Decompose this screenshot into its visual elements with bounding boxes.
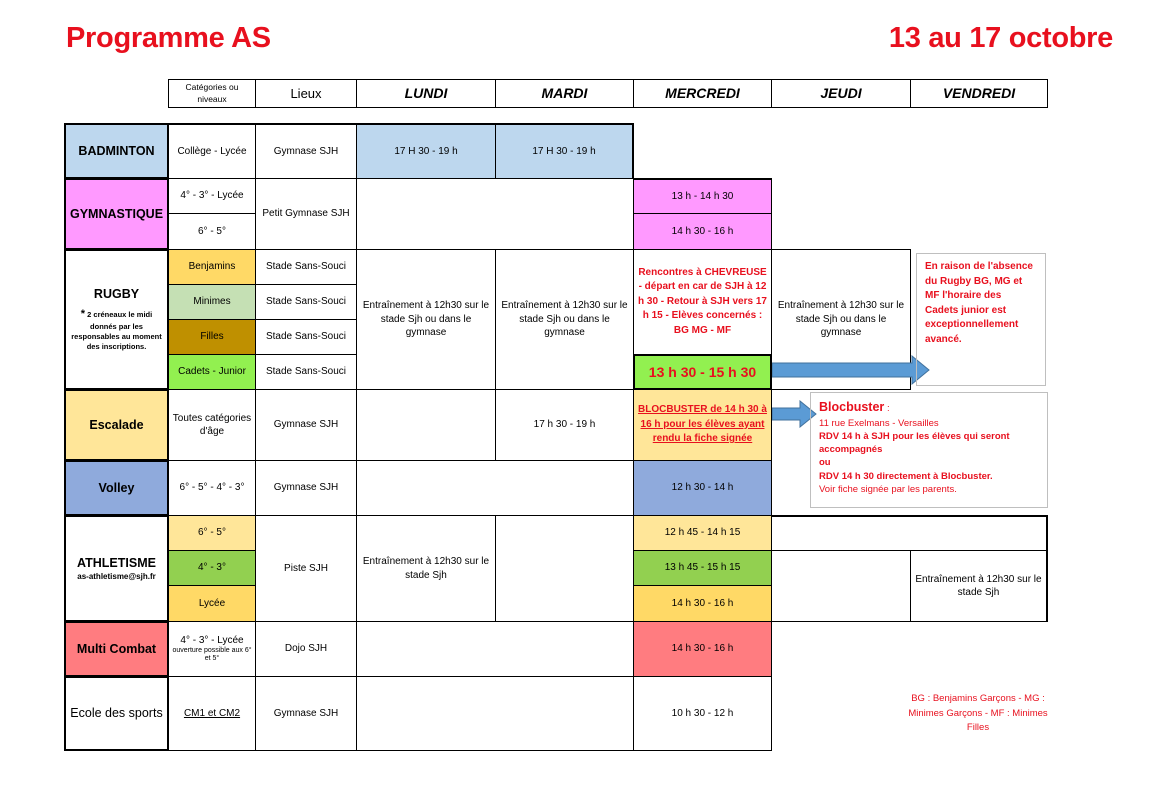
sport-name: ATHLETISME: [77, 555, 156, 570]
slot-mercredi: 13 h - 14 h 30: [633, 178, 772, 214]
slot-jeudi: Entraînement à 12h30 sur le stade Sjh ou dans le gymnase: [771, 249, 911, 390]
slot-mercredi: 14 h 30 - 16 h: [633, 585, 772, 622]
slot-lundi: 17 H 30 - 19 h: [356, 123, 496, 179]
slot-lundi: Entraînement à 12h30 sur le stade Sjh: [356, 515, 496, 622]
empty-cell: [771, 515, 1048, 551]
athle-email: as-athletisme@sjh.fr: [77, 571, 156, 581]
sport-volley: Volley: [64, 460, 169, 516]
lieu-cell: Piste SJH: [255, 515, 357, 622]
sport-escalade: Escalade: [64, 389, 169, 461]
category-cell: 6° - 5°: [168, 515, 256, 551]
category-cell: Collège - Lycée: [168, 123, 256, 179]
slot-lundi: Entraînement à 12h30 sur le stade Sjh ou dans le gymnase: [356, 249, 496, 390]
lieu-cell: Gymnase SJH: [255, 389, 357, 461]
slot-mercredi: BLOCBUSTER de 14 h 30 à 16 h pour les élèves ayant rendu la fiche signée: [633, 389, 772, 461]
category-benjamins: Benjamins: [168, 249, 256, 285]
aside-title: Blocbuster: [819, 400, 885, 414]
slot-mercredi-cadets: 13 h 30 - 15 h 30: [633, 354, 772, 390]
slot-mercredi: 10 h 30 - 12 h: [633, 676, 772, 751]
category-label: 4° - 3° - Lycée: [180, 634, 244, 646]
header-lundi: LUNDI: [356, 79, 496, 108]
aside-address: 11 rue Exelmans - Versailles: [819, 417, 939, 429]
header-categories: Catégories ou niveaux: [168, 79, 256, 108]
category-cell: Lycée: [168, 585, 256, 622]
page-title: Programme AS: [66, 22, 271, 54]
lieu-cell: Dojo SJH: [255, 621, 357, 677]
sport-gymnastique: GYMNASTIQUE: [64, 178, 169, 250]
category-cell: 4° - 3° - Lycée: [168, 178, 256, 214]
category-cell: 6° - 5° - 4° - 3°: [168, 460, 256, 516]
date-range: 13 au 17 octobre: [888, 22, 1113, 54]
header-vendredi: VENDREDI: [910, 79, 1048, 108]
empty-cell: [356, 178, 634, 250]
empty-cell: [771, 550, 911, 622]
legend: BG : Benjamins Garçons - MG : Minimes Garçons - MF : Minimes Filles: [908, 693, 1048, 734]
category-cell: Toutes catégories d'âge: [168, 389, 256, 461]
slot-mercredi: 14 h 30 - 16 h: [633, 621, 772, 677]
rugby-aside-note: En raison de l'absence du Rugby BG, MG et MF l'horaire des Cadets junior est exceptionnellement avancé.: [916, 253, 1046, 386]
slot-mardi: 17 h 30 - 19 h: [495, 389, 634, 461]
sport-multi-combat: Multi Combat: [64, 621, 169, 677]
lieu-cell: Stade Sans-Souci: [255, 319, 357, 355]
slot-vendredi: Entraînement à 12h30 sur le stade Sjh: [910, 550, 1048, 622]
slot-mercredi: 14 h 30 - 16 h: [633, 213, 772, 250]
empty-cell: [356, 389, 496, 461]
slot-mercredi: 12 h 45 - 14 h 15: [633, 515, 772, 551]
category-cell: CM1 et CM2: [168, 676, 256, 751]
category-cell: 6° - 5°: [168, 213, 256, 250]
slot-mardi: 17 H 30 - 19 h: [495, 123, 634, 179]
lieu-cell: Stade Sans-Souci: [255, 354, 357, 390]
lieu-cell: Stade Sans-Souci: [255, 249, 357, 285]
aside-rdv2: RDV 14 h 30 directement à Blocbuster.: [819, 470, 993, 482]
empty-cell: [356, 676, 634, 751]
escalade-aside-note: Blocbuster : 11 rue Exelmans - Versailles RDV 14 h à SJH pour les élèves qui seront accompagnés ou RDV 14 h 30 directement à Blocbuster. Voir fiche signée par les parents.: [810, 392, 1048, 508]
rugby-note: * 2 créneaux le midi donnés par les responsables au moment des inscriptions.: [71, 308, 162, 352]
sport-badminton: BADMINTON: [64, 123, 169, 179]
category-cell: [168, 621, 256, 677]
category-note: ouverture possible aux 6° et 5°: [172, 646, 252, 662]
sport-rugby: [64, 249, 169, 390]
category-cell: 4° - 3°: [168, 550, 256, 586]
header-lieux: Lieux: [255, 79, 357, 108]
lieu-cell: Gymnase SJH: [255, 123, 357, 179]
empty-cell: [356, 460, 634, 516]
lieu-cell: Gymnase SJH: [255, 676, 357, 751]
lieu-cell: Stade Sans-Souci: [255, 284, 357, 320]
slot-mercredi: 13 h 45 - 15 h 15: [633, 550, 772, 586]
empty-cell: [356, 621, 634, 677]
category-minimes: Minimes: [168, 284, 256, 320]
lieu-cell: Petit Gymnase SJH: [255, 178, 357, 250]
sport-athletisme: [64, 515, 169, 622]
header-mercredi: MERCREDI: [633, 79, 772, 108]
lieu-cell: Gymnase SJH: [255, 460, 357, 516]
header-mardi: MARDI: [495, 79, 634, 108]
category-filles: Filles: [168, 319, 256, 355]
aside-ou: ou: [819, 457, 831, 469]
slot-mercredi: 12 h 30 - 14 h: [633, 460, 772, 516]
sport-ecole: Ecole des sports: [64, 676, 169, 751]
empty-cell: [495, 515, 634, 622]
slot-mercredi: Rencontres à CHEVREUSE - départ en car de SJH à 12 h 30 - Retour à SJH vers 17 h 15 - Elèves concernés : BG MG - MF: [633, 249, 772, 355]
aside-rdv1: RDV 14 h à SJH pour les élèves qui seront accompagnés: [819, 430, 1010, 456]
category-cadets: Cadets - Junior: [168, 354, 256, 390]
sport-name: RUGBY: [93, 287, 140, 302]
aside-fiche: Voir fiche signée par les parents.: [819, 483, 957, 495]
header-jeudi: JEUDI: [771, 79, 911, 108]
arrow-right-icon: [772, 355, 932, 385]
slot-mardi: Entraînement à 12h30 sur le stade Sjh ou dans le gymnase: [495, 249, 634, 390]
